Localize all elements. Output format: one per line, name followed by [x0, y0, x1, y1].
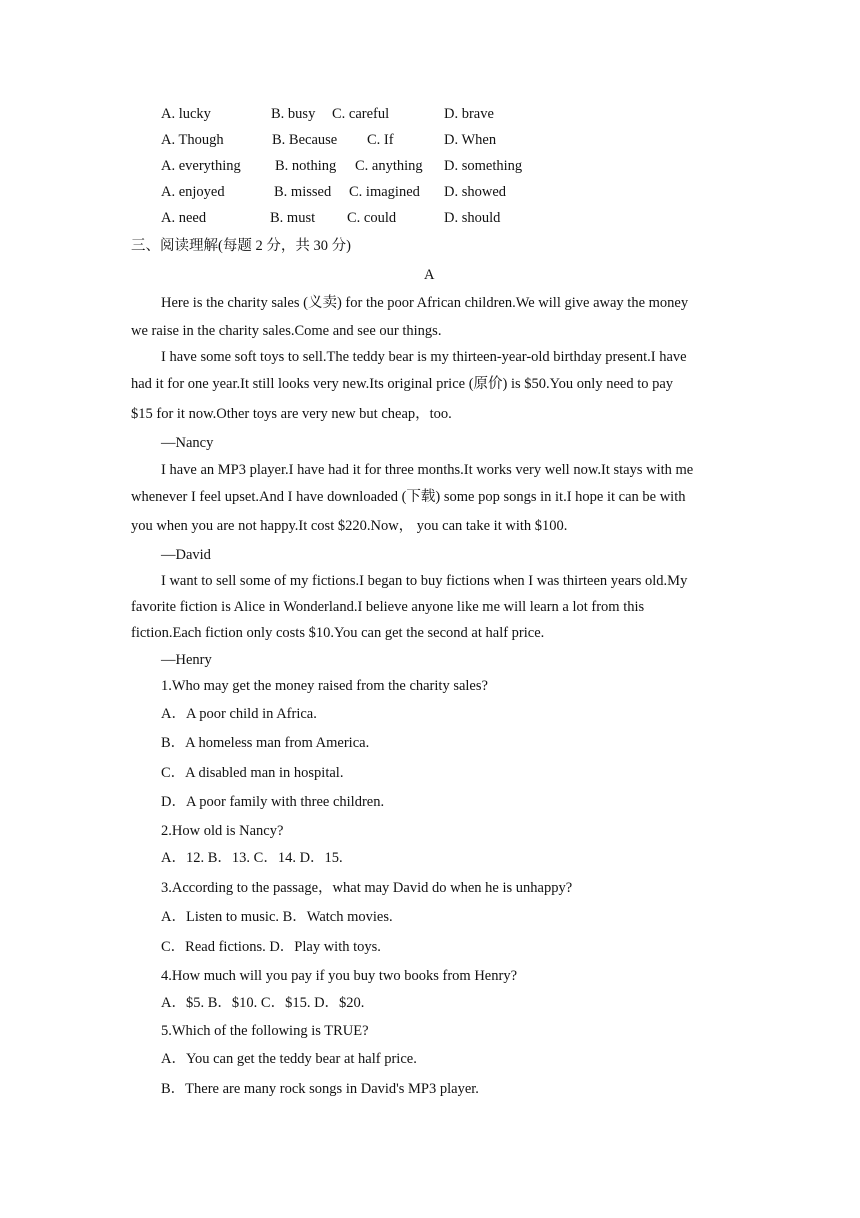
option-8-b: B. nothing [275, 158, 337, 174]
nancy-signature: —Nancy [161, 435, 214, 451]
david-paragraph-line-3: you when you are not happy.It cost $220.Now， you can take it with $100. [131, 518, 568, 534]
option-7-c: C. If [367, 132, 394, 148]
question-1: 1.Who may get the money raised from the charity sales? [161, 678, 488, 694]
henry-paragraph-line-2: favorite fiction is Alice in Wonderland.I believe anyone like me will learn a lot from this [131, 599, 645, 615]
henry-paragraph-line-1: I want to sell some of my fictions.I began to buy fictions when I was thirteen years old.My [161, 573, 688, 589]
passage-label: A [424, 267, 435, 283]
option-7-d: D. When [444, 132, 497, 148]
option-6-d: D. brave [444, 106, 494, 122]
option-10-a: A. need [161, 210, 207, 226]
option-10-b: B. must [270, 210, 316, 226]
section-scoring: (每题 2 分，共 30 分) [218, 238, 351, 254]
question-1-option-c: C．A disabled man in hospital. [161, 765, 344, 781]
question-5-option-a: A．You can get the teddy bear at half price. [161, 1051, 417, 1067]
section-heading [131, 237, 351, 255]
question-1-option-b: B．A homeless man from America. [161, 735, 370, 751]
nancy-paragraph-line-1: I have some soft toys to sell.The teddy bear is my thirteen-year-old birthday present.I have [161, 349, 687, 365]
passage-intro-line-1: Here is the charity sales (义卖) for the poor African children.We will give away the money [161, 295, 689, 311]
nancy-paragraph-line-2: had it for one year.It still looks very new.Its original price (原价) is $50.You only need to pay [131, 376, 674, 392]
option-8-c: C. anything [355, 158, 423, 174]
question-4-options: A．$5. B．$10. C．$15. D．$20. [161, 995, 365, 1011]
question-2: 2.How old is Nancy? [161, 823, 284, 839]
question-5: 5.Which of the following is TRUE? [161, 1023, 369, 1039]
option-9-d: D. showed [444, 184, 507, 200]
option-6-c: C. careful [332, 106, 390, 122]
option-7-a: A. Though [161, 132, 224, 148]
question-1-option-d: D．A poor family with three children. [161, 794, 385, 810]
option-8-a: A. everything [161, 158, 241, 174]
david-signature: —David [161, 547, 211, 563]
option-9-a: A. enjoyed [161, 184, 225, 200]
question-5-option-b: B．There are many rock songs in David's MP3 player. [161, 1081, 479, 1097]
henry-signature: —Henry [161, 652, 212, 668]
option-8-d: D. something [444, 158, 523, 174]
option-10-d: D. should [444, 210, 501, 226]
david-paragraph-line-2: whenever I feel upset.And I have downloaded (下载) some pop songs in it.I hope it can be with [131, 489, 686, 505]
question-1-option-a: A．A poor child in Africa. [161, 706, 317, 722]
passage-intro-line-2: we raise in the charity sales.Come and see our things. [131, 323, 442, 339]
option-7-b: B. Because [272, 132, 338, 148]
nancy-paragraph-line-3: $15 for it now.Other toys are very new but cheap，too. [131, 406, 452, 422]
question-3-options-ab: A．Listen to music. B．Watch movies. [161, 909, 393, 925]
option-9-b: B. missed [274, 184, 332, 200]
section-title: 三、阅读理解 [131, 238, 218, 254]
question-2-options: A．12. B．13. C．14. D．15. [161, 850, 343, 866]
david-paragraph-line-1: I have an MP3 player.I have had it for three months.It works very well now.It stays with me [161, 462, 694, 478]
option-10-c: C. could [347, 210, 397, 226]
option-6-a: A. lucky [161, 106, 211, 122]
question-4: 4.How much will you pay if you buy two books from Henry? [161, 968, 518, 984]
question-3: 3.According to the passage，what may David do when he is unhappy? [161, 880, 573, 896]
henry-paragraph-line-3: fiction.Each fiction only costs $10.You can get the second at half price. [131, 625, 545, 641]
question-3-options-cd: C．Read fictions. D．Play with toys. [161, 939, 381, 955]
option-9-c: C. imagined [349, 184, 420, 200]
option-6-b: B. busy [271, 106, 316, 122]
